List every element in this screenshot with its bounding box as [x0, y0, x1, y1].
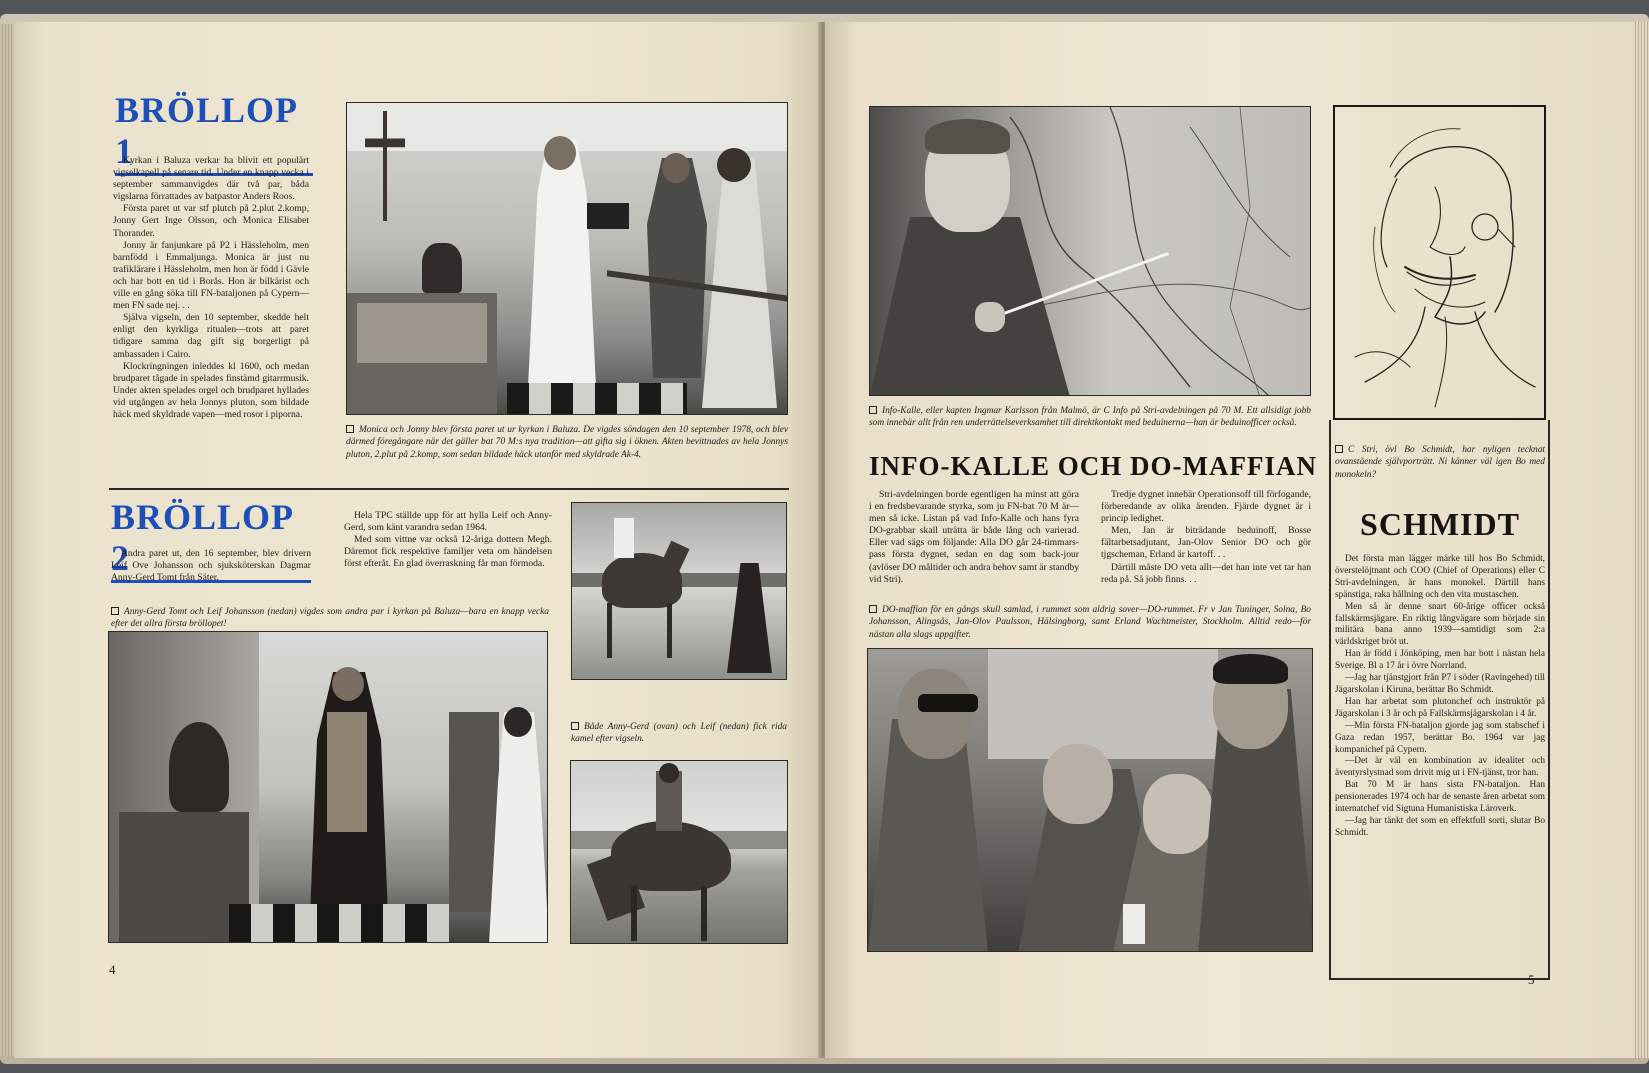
self-portrait-sketch	[1333, 105, 1546, 420]
sidebar-border-right	[1548, 420, 1550, 980]
caption-text: Monica och Jonny blev första paret ut ur kyrkan i Baluza. De vigdes söndagen den 10 september 1978, och blev därmed föregångare när det gäller bat 70 M:s nya tradition—att gifta sig i öknen. Akten bevittnades av hela Jonnys pluton, 2.plut på 2.komp, som sedan bildade häck utanför med skyldrade Ak-4.	[346, 425, 788, 460]
section-divider	[109, 488, 789, 490]
caption-box-icon	[346, 425, 354, 433]
camel-caption	[571, 721, 787, 746]
sidebar-border-left	[1329, 420, 1331, 980]
schmidt-body	[1335, 554, 1545, 840]
caption-text: Info-Kalle, eller kapten Ingmar Karlsson från Malmö, är C Info på Stri-avdelningen på 70 M. Ett allsidigt jobb som innebär allt från ren underrättelseverksamhet till direktkontakt med beduinerna—han är beduinofficer också.	[869, 406, 1311, 429]
page-number-left: 4	[109, 962, 116, 977]
bröllop2-intro	[111, 548, 311, 584]
headline-info-kalle: INFO-KALLE OCH DO-MAFFIAN	[869, 451, 1317, 481]
caption-text: Anny-Gerd Tomt och Leif Johansson (nedan) vigdes som andra par i kyrkan på Baluza—bara en knapp vecka efter det allra första bröllopet!	[111, 607, 549, 630]
paragraph: Kyrkan i Baluza verkar ha blivit ett populärt vigselkapell på senare tid. Under en knapp vecka i september sammanvigdes där två par, båda vigslarna förrattades av batpastor Anders Roos.	[113, 155, 309, 203]
bröllop2-body	[344, 510, 552, 570]
wedding-2-photo	[108, 631, 548, 943]
paragraph: Därtill måste DO veta allt—det han inte vet tar han reda på. Så jobb finns. . .	[1101, 561, 1311, 585]
bröllop1-body	[113, 155, 309, 421]
caption-text: Både Anny-Gerd (ovan) och Leif (nedan) fick rida kamel efter vigseln.	[571, 722, 787, 745]
do-maffian-caption	[869, 604, 1311, 641]
paragraph: Andra paret ut, den 16 september, blev drivern Leif Ove Johansson och sjuksköterskan Dagmar Anny-Gerd Tomt från Säter.	[111, 548, 311, 584]
paragraph: Med som vittne var också 12-åriga dottern Megh. Däremot fick respektive familjer veta om händelsen först efteråt. En glad överraskning får man förmoda.	[344, 534, 552, 570]
headline-bröllop-1: BRÖLLOP 1	[115, 90, 313, 176]
paragraph: Bat 70 M är hans sista FN-bataljon. Han pensionerades 1974 och har de senaste åren arbetat som internatchef vid Sigtuna Humanistiska Läroverk.	[1335, 780, 1545, 815]
paragraph: —Jag har tänkt det som en effektfull sorti, slutar Bo Schmidt.	[1335, 815, 1545, 838]
left-page	[14, 22, 821, 1058]
caption-text: DO-maffian för en gångs skull samlad, i rummet som aldrig sover—DO-rummet. Fr v Jan Tuninger, Solna, Bo Johansson, Alingsås, Jan-Olov Paulsson, Hälsingborg, samt Erland Wachtmeister, Stockholm. Alltid redo—för nästan alla slags uppgifter.	[869, 605, 1311, 640]
headline-bröllop-2: BRÖLLOP 2	[111, 497, 311, 583]
info-kalle-photo	[869, 106, 1311, 396]
info-body-col2	[1101, 489, 1311, 586]
paragraph: Men, Jan är biträdande beduinoff, Bosse fältarbetsadjutant, Jan-Olov Senior DO och gör tjgscheman, Erland är kartoff. . .	[1101, 525, 1311, 561]
sidebar-border-bottom	[1329, 978, 1550, 980]
caption-box-icon	[571, 722, 579, 730]
info-kalle-caption	[869, 405, 1311, 430]
wedding-1-caption	[346, 424, 788, 461]
wedding-2-caption	[111, 606, 549, 631]
camel-photo-bottom	[570, 760, 788, 944]
info-body-col1	[869, 489, 1079, 586]
paragraph: —Det är väl en kombination av idealitet och äventyrslystnad som drivit mig ut i FN-tjänst, tror han.	[1335, 756, 1545, 779]
page-number-right: 5	[1528, 972, 1535, 987]
self-portrait-drawing	[1335, 107, 1544, 418]
caption-box-icon	[111, 607, 119, 615]
paragraph: Det första man lägger märke till hos Bo Schmidt, överstelöjtnant och COO (Chief of Operations) eller C Stri-avdelningen, är hans monokel. Därtill hans spänstiga, raka hållning och den vita mustaschen.	[1335, 554, 1545, 600]
paragraph: Han har arbetat som plutonchef och instruktör på Jägarskolan i 3 år och på Fallskärmsjägarskolan i 4 år.	[1335, 696, 1545, 719]
wedding-1-photo	[346, 102, 788, 415]
sketch-caption	[1335, 444, 1545, 481]
paragraph: Men så är denne snart 60-årige officer också fallskärmsjägare. En riktig långvägare som började sin militära bana anno 1939—samtidigt som 2:a världskriget bröt ut.	[1335, 601, 1545, 648]
paragraph: Klockringningen inleddes kl 1600, och medan brudparet tågade in spelades finstämd gitarrmusik. Under akten spelades orgel och brudparet hyllades vid utgången av hela Jonnys pluton, som bildade häck med skyldrade vapen—med rosor i piporna.	[113, 360, 309, 420]
paragraph: —Jag har tjänstgjort från P7 i söder (Ravingehed) till Jägarskolan i Kiruna, berättar Bo Schmidt.	[1335, 673, 1545, 695]
paragraph: —Min första FN-bataljon gjorde jag som stabschef i Gaza redan 1957, berättar Bo. 1964 var jag kompanichef på Cypern.	[1335, 720, 1545, 755]
paragraph: Första paret ut var stf plutch på 2.plut 2.komp, Jonny Gert Inge Olsson, och Monica Elisabet Thorander.	[113, 203, 309, 239]
caption-box-icon	[869, 605, 877, 613]
paragraph: Stri-avdelningen borde egentligen ha minst att göra i en fredsbevarande styrka, som ju FN-bat 70 M är—men så icke. Listan på vad Info-Kalle och hans fyra DO-grabbar skall uträtta är både lång och varierad. Eller vad sägs om följande: Alla DO går 24-timmars-pass första dygnet, sedan en dag som back-jour (avlöser DO måltider och andra behov samt är standby vid Stri).	[869, 489, 1079, 585]
caption-text: C Stri, övl Bo Schmidt, har nyligen tecknat ovanstående självporträtt. Ni känner väl igen Bo med monokeln?	[1335, 445, 1545, 480]
paragraph: Tredje dygnet innebär Operationsoff till förfogande, förberedande av olika ärenden. Fjärde dygnet är i princip ledighet.	[1101, 489, 1311, 525]
paragraph: Hela TPC ställde upp för att hylla Leif och Anny-Gerd, som känt varandra sedan 1964.	[344, 510, 552, 534]
paragraph: Själva vigseln, den 10 september, skedde helt enligt den kyrkliga ritualen—trots att paret tidigare samma dag gift sig borgerligt på ambassaden i Cairo.	[113, 312, 309, 360]
right-page	[825, 22, 1633, 1058]
camel-photo-top	[571, 502, 787, 680]
do-maffian-photo	[867, 648, 1313, 952]
paragraph: Jonny är fanjunkare på P2 i Hässleholm, men barnfödd i Emmaljunga. Monica är just nu trafiklärare i Hässleholm, men hon är född i Gävle och har bott en tid i Borås. Hon är bilkärist och ville en gång söka till FN-bataljonen på Cypern—men FN sade nej. . .	[113, 239, 309, 312]
paragraph: Han är född i Jönköping, men har bott i nästan hela Sverige. Bl a 17 år i övre Norrland.	[1335, 649, 1545, 672]
headline-schmidt: SCHMIDT	[1360, 506, 1520, 542]
caption-box-icon	[1335, 445, 1343, 453]
caption-box-icon	[869, 406, 877, 414]
